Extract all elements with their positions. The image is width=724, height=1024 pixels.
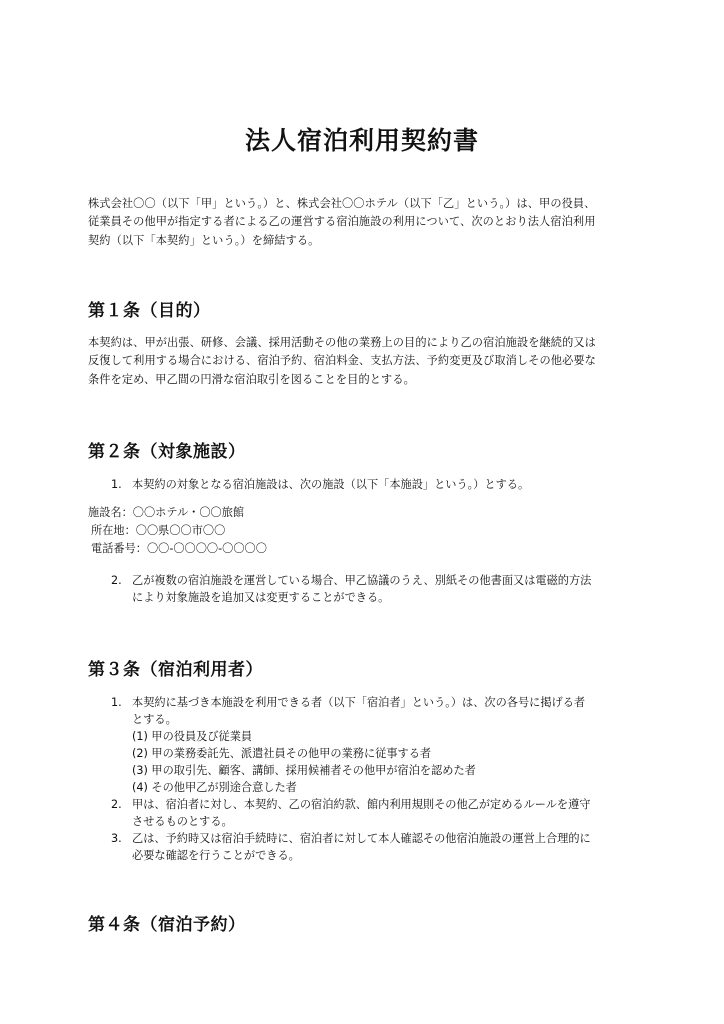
article-1-line: 条件を定め、甲乙間の円滑な宿泊取引を図ることを目的とする。	[88, 372, 415, 386]
article-1-body	[88, 334, 648, 389]
article-1-heading: 第１条（目的）	[88, 301, 211, 321]
article-2-heading: 第２条（対象施設）	[88, 442, 246, 462]
item-text	[132, 694, 641, 796]
item-text: 本契約の対象となる宿泊施設は、次の施設（以下「本施設」という。）とする。	[132, 478, 530, 491]
item-line: 本契約に基づき本施設を利用できる者（以下「宿泊者」という。）は、次の各号に掲げる者	[132, 696, 586, 709]
article-3-item-1	[111, 694, 641, 796]
sub-item: (3) 甲の取引先、顧客、講師、採用候補者その他甲が宿泊を認めた者	[132, 764, 476, 777]
article-4-heading: 第４条（宿泊予約）	[88, 915, 246, 935]
intro-paragraph	[88, 195, 648, 250]
item-line: 甲は、宿泊者に対し、本契約、乙の宿泊約款、館内利用規則その他乙が定めるルールを遵守	[132, 798, 591, 811]
item-line: 乙が複数の宿泊施設を運営している場合、甲乙協議のうえ、別紙その他書面又は電磁的方法	[132, 574, 592, 587]
article-3-item-2	[111, 796, 641, 830]
item-number: 2.	[111, 574, 122, 587]
intro-line: 従業員その他甲が指定する者による乙の運営する宿泊施設の利用について、次のとおり法人宿泊利用	[88, 215, 596, 229]
article-2-item-1	[111, 476, 641, 493]
item-text	[132, 830, 641, 864]
item-number: 3.	[111, 832, 122, 845]
article-1-line: 本契約は、甲が出張、研修、会議、採用活動その他の業務上の目的により乙の宿泊施設を継続的又は	[88, 336, 596, 349]
item-number: 2.	[111, 798, 122, 811]
intro-line: 契約（以下「本契約」という。）を締結する。	[88, 233, 320, 247]
article-1-line: 反復して利用する場合における、宿泊予約、宿泊料金、支払方法、予約変更及び取消しその他必要な	[88, 354, 596, 368]
facility-address: 所在地：〇〇県〇〇市〇〇	[91, 524, 226, 537]
facility-phone: 電話番号：〇〇-〇〇〇〇-〇〇〇〇	[91, 542, 267, 555]
item-line: とする。	[132, 713, 177, 726]
item-line: により対象施設を追加又は変更することができる。	[132, 591, 390, 604]
sub-item: (1) 甲の役員及び従業員	[132, 730, 253, 743]
article-3-heading: 第３条（宿泊利用者）	[88, 660, 263, 680]
item-line: 乙は、予約時又は宿泊手続時に、宿泊者に対して本人確認その他宿泊施設の運営上合理的に	[132, 832, 591, 845]
facility-name: 施設名：〇〇ホテル・〇〇旅館	[88, 506, 245, 519]
document-title: 法人宿泊利用契約書	[244, 126, 479, 155]
sub-item: (2) 甲の業務委託先、派遣社員その他甲の業務に従事する者	[132, 747, 432, 760]
item-number: 1.	[111, 696, 122, 709]
item-text	[132, 572, 641, 606]
intro-line: 株式会社〇〇（以下「甲」という。）と、株式会社〇〇ホテル（以下「乙」という。）は、甲の役員、	[88, 197, 596, 210]
item-line: 必要な確認を行うことができる。	[132, 849, 300, 862]
item-number: 1.	[111, 478, 122, 491]
article-3-item-3	[111, 830, 641, 864]
sub-item: (4) その他甲乙が別途合意した者	[132, 781, 297, 794]
article-2-item-2	[111, 572, 641, 606]
item-text	[132, 796, 641, 830]
item-line: させるものとする。	[132, 815, 233, 828]
